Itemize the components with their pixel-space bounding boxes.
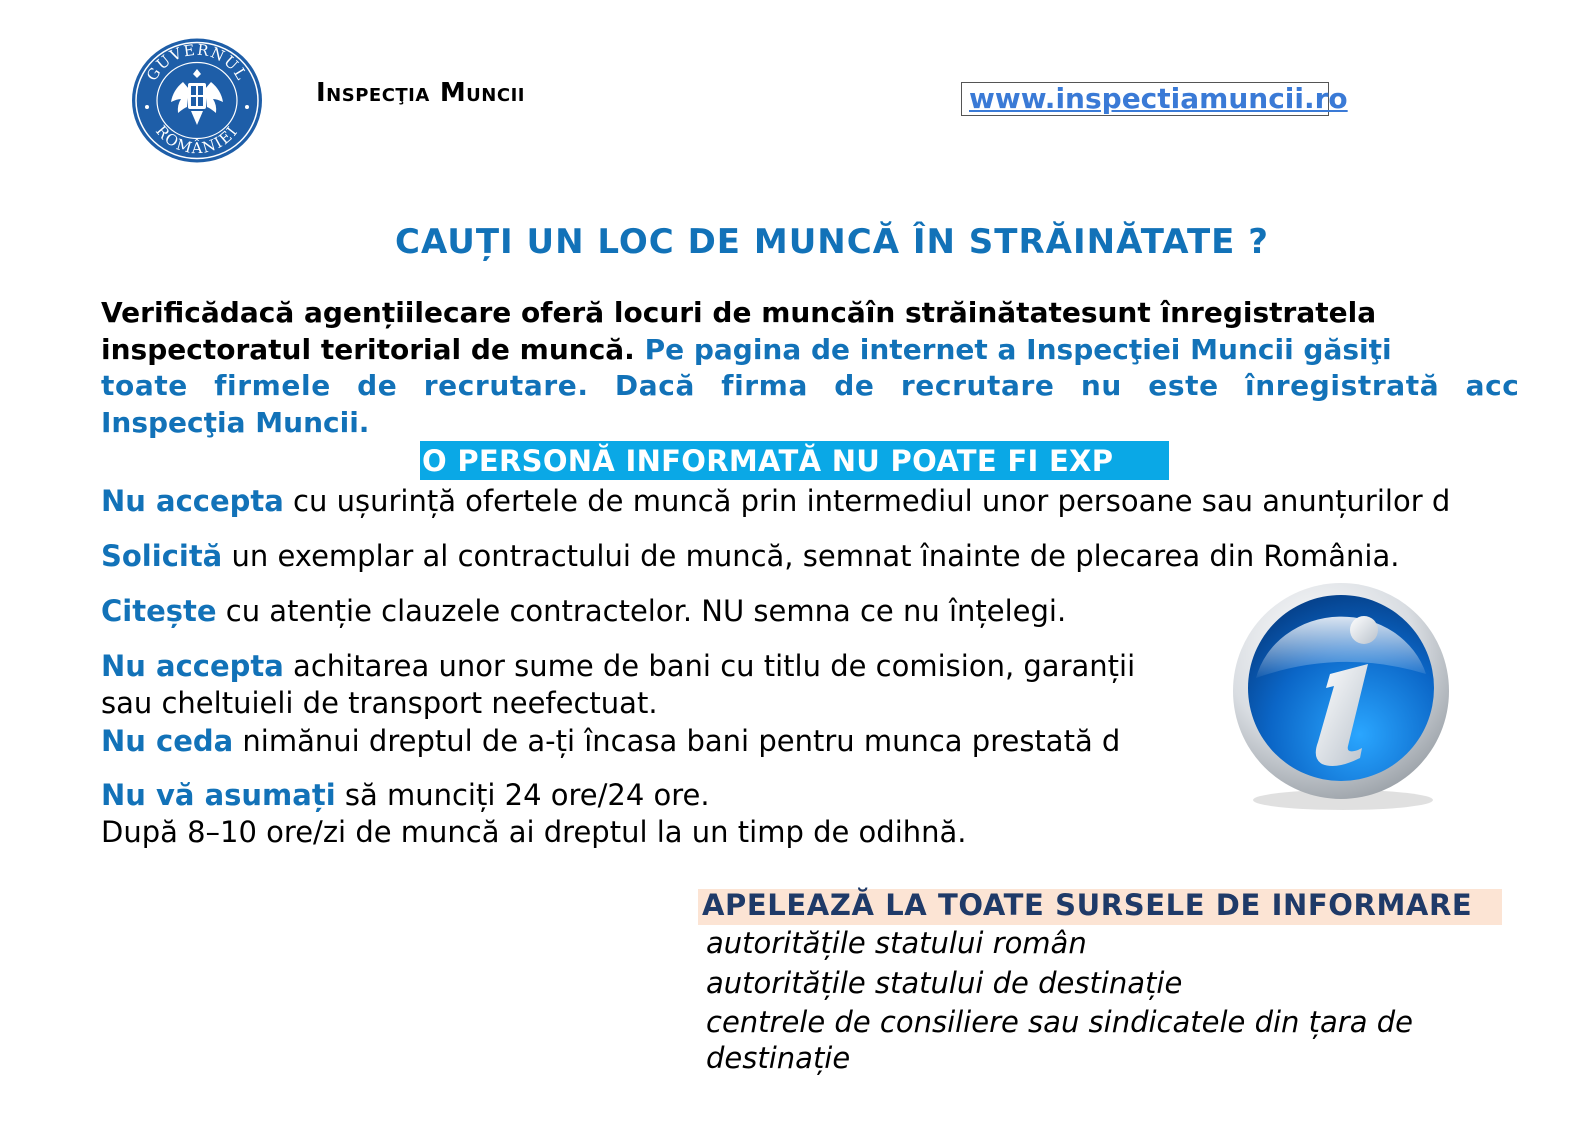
website-link[interactable]: www.inspectiamuncii.ro [969, 82, 1348, 115]
source-item: autoritățile statului de destinație [706, 966, 1183, 1000]
organization-name [316, 78, 525, 108]
advice-text: un exemplar al contractului de muncă, semnat înainte de plecarea din România. [222, 539, 1400, 573]
intro-line-4: Inspecţia Muncii. [101, 406, 370, 439]
advice-text: să munciți 24 ore/24 ore. [335, 778, 710, 812]
source-item: autoritățile statului român [706, 926, 1087, 960]
info-icon [1226, 578, 1456, 814]
advice-line [101, 686, 658, 720]
intro-line-2-blue: Pe pagina de internet a Inspecţiei Muncii găsiţi [634, 333, 1392, 366]
banner-text: O PERSONĂ INFORMATĂ NU POATE FI EXP [422, 444, 1114, 478]
advice-line [101, 594, 1066, 628]
advice-text: achitarea unor sume de bani cu titlu de comision, garanții [283, 649, 1136, 683]
source-item: destinație [706, 1041, 851, 1075]
advice-line [101, 724, 1120, 758]
page-title: CAUȚI UN LOC DE MUNCĂ ÎN STRĂINĂTATE ? [395, 222, 1269, 262]
government-seal-logo [131, 37, 263, 164]
org-word-1: Inspecţia [316, 78, 430, 108]
advice-keyword: Nu ceda [101, 724, 234, 758]
advice-text: nimănui dreptul de a-ți încasa bani pentru munca prestată d [233, 724, 1121, 758]
advice-text: cu atenție clauzele contractelor. NU semna ce nu înțelegi. [216, 594, 1067, 628]
seal-text-top: GUVERNUL [142, 40, 252, 85]
advice-text: După 8–10 ore/zi de muncă ai dreptul la un timp de odihnă. [101, 815, 967, 849]
intro-line-3: toate firmele de recrutare. Dacă firma de recrutare nu este înregistrată acc [101, 369, 1520, 402]
source-item: centrele de consiliere sau sindicatele din țara de [706, 1005, 1413, 1039]
intro-line-2 [101, 333, 1392, 366]
advice-text: cu ușurință ofertele de muncă prin intermediul unor persoane sau anunțurilor d [283, 484, 1451, 518]
seal-text-bottom: ROMÂNIEI [152, 121, 242, 158]
advice-keyword: Nu vă asumați [101, 778, 336, 812]
intro-line-1: Verificădacă agențiilecare oferă locuri de muncăîn străinătatesunt înregistratela [101, 296, 1377, 329]
sources-title: APELEAZĂ LA TOATE SURSELE DE INFORMARE [702, 888, 1473, 922]
advice-line [101, 539, 1399, 573]
advice-line [101, 815, 967, 849]
advice-line [101, 778, 710, 812]
advice-line [101, 649, 1135, 683]
org-word-2: Muncii [439, 78, 525, 108]
advice-line [101, 484, 1450, 518]
advice-keyword: Solicită [101, 539, 223, 573]
advice-keyword: Nu accepta [101, 484, 284, 518]
advice-keyword: Nu accepta [101, 649, 284, 683]
intro-line-2-black: inspectoratul teritorial de muncă. [101, 333, 635, 366]
advice-text: sau cheltuieli de transport neefectuat. [101, 686, 658, 720]
advice-keyword: Citește [101, 594, 217, 628]
